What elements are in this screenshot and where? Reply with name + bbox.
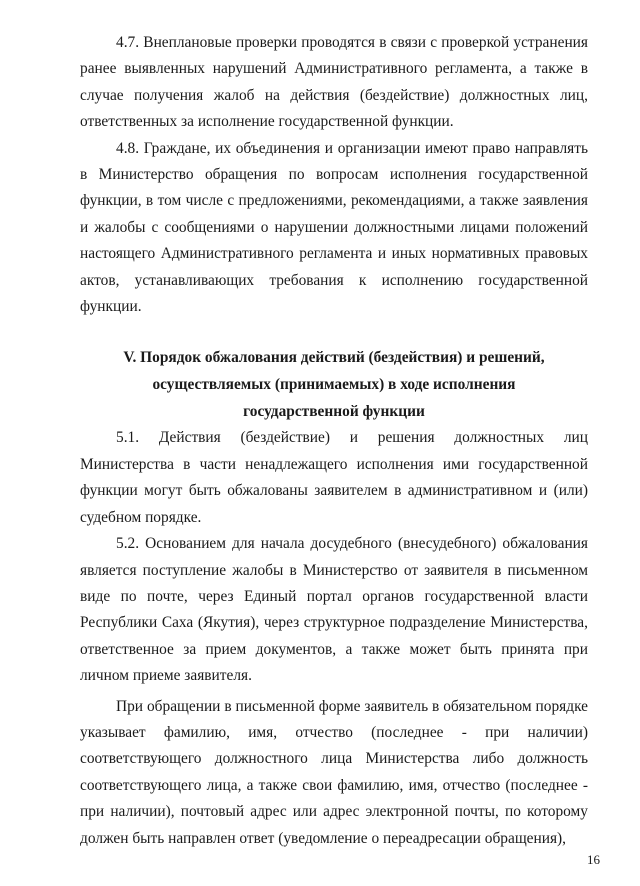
paragraph-5-2: 5.2. Основанием для начала досудебного (внесудебного) обжалования является поступление жалобы в Министерство от заявителя в письменном виде по почте, через Единый портал органов государственной власти Республики Саха (Якутия), через структурное подразделение Министерства, ответственное за прием документов, а также может быть принята при личном приеме заявителя. <box>80 535 588 685</box>
paragraph-4-7: 4.7. Внеплановые проверки проводятся в связи с проверкой устранения ранее выявленных нарушений Административного регламента, а также в случае получения жалоб на действия (бездействие) должностных лиц, ответственных за исполнение государственной функции. <box>80 34 588 131</box>
section-heading <box>80 344 588 425</box>
paragraph-4-8: 4.8. Граждане, их объединения и организации имеют право направлять в Министерство обращения по вопросам исполнения государственной функции, в том числе с предложениями, рекомендациями, а также заявления и жалобы с сообщениями о нарушении должностными лицами положений настоящего Административного регламента и иных нормативных правовых актов, устанавливающих требования к исполнению государственной функции. <box>80 139 588 316</box>
document-page <box>80 30 588 852</box>
paragraph-5-1: 5.1. Действия (бездействие) и решения должностных лиц Министерства в части ненадлежащего исполнения ими государственной функции могут быть обжалованы заявителем в административном и (или) судебном порядке. <box>80 429 588 526</box>
paragraph-written-request: При обращении в письменной форме заявитель в обязательном порядке указывает фамилию, имя, отчество (последнее - при наличии) соответствующего должностного лица Министерства либо должность соответствующего лица, а также свои фамилию, имя, отчество (последнее - при наличии), почтовый адрес или адрес электронной почты, по которому должен быть направлен ответ (уведомление о переадресации обращения), <box>80 697 588 847</box>
section-heading-line-2: осуществляемых (принимаемых) в ходе исполнения <box>152 376 516 394</box>
section-heading-line-3: государственной функции <box>243 403 425 421</box>
section-heading-line-1: V. Порядок обжалования действий (бездействия) и решений, <box>123 349 545 367</box>
page-number: 16 <box>587 852 600 867</box>
